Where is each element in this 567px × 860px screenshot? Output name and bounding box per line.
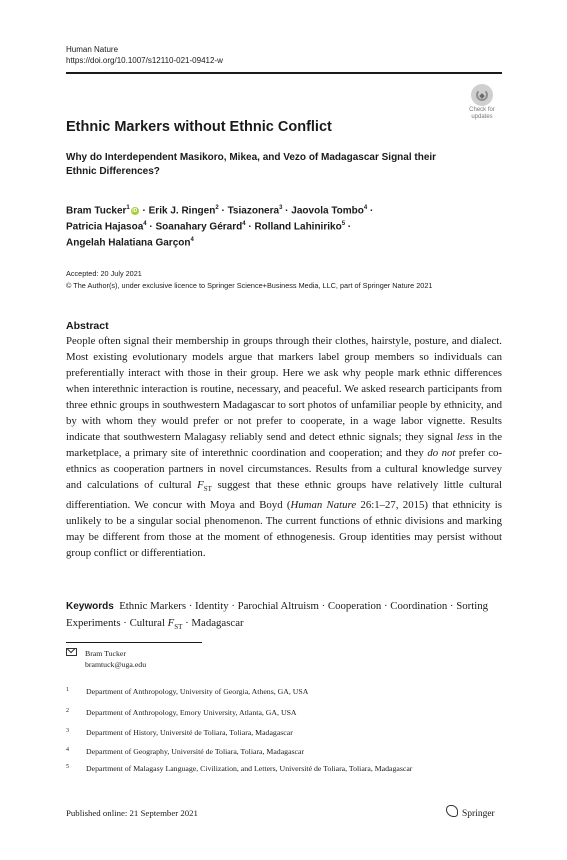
author-list: Bram Tucker$^1$iD · Erik J. Ringen$^2$ · Tsiazonera$^3$ · Jaovola Tombo$^4$ · Patricia Hajasoa$^4$ · Soanahary Gérard$^4$ · Rolland Lahiniriko$^5$ · Angelah Halatiana Garçon$^4$	[66, 205, 374, 248]
badge-line-1: Check for	[469, 107, 495, 113]
author-affiliation: 4	[190, 236, 194, 243]
author-affiliation: 1	[126, 205, 130, 211]
author-affiliation: 4	[242, 220, 246, 227]
abstract-body: People often signal their membership in groups through their clothes, hairstyle, posture, and dialect. Most existing evolutionary models argue that markers label group members so individuals can preferentially interact with those in their group. Here we ask why people mark ethnic differences when interethnic interaction is routine, necessary, and peaceful. We asked research participants from three ethnic groups in southwestern Madagascar to sort photos of unfamiliar people by ethnicity, and by with whom they would prefer or not prefer to cooperate, in a wage labor vignette. Results indicate that southwestern Malagasy reliably send and detect ethnic signals; they signal less in the marketplace, a primary site of interethnic coordination and cooperation; and they do not prefer co-ethnics as cooperation partners in novel circumstances. Results from a cultural knowledge survey and calculations of cultural $F_{ST}$ suggest that these ethnic groups have relatively little cultural differentiation. We concur with Moya and Boyd (Human Nature 26:1–27, 2015) that ethnicity is unlikely to be a singular social phenomenon. The current functions of ethnic divisions and marking may be different from those at the moment of ethnogenesis. Group identities may persist without group conflict or differentiation.	[66, 335, 502, 560]
author-name[interactable]: Jaovola Tombo	[291, 205, 364, 217]
affiliation-item: 1 Department of Anthropology, University of Georgia, Athens, GA, USA	[66, 687, 309, 696]
author-name[interactable]: Erik J. Ringen	[148, 205, 216, 217]
envelope-icon	[66, 648, 77, 656]
affiliation-item: 5 Department of Malagasy Language, Civilization, and Letters, Université de Toliara, Toliara, Madagascar	[66, 764, 413, 773]
author-affiliation: 5	[341, 220, 346, 227]
email-link[interactable]: bramtuck@uga.edu	[85, 660, 147, 669]
author-affiliation: 2	[215, 205, 219, 211]
orcid-icon[interactable]: iD	[132, 208, 138, 215]
keywords-label: Keywords	[66, 601, 114, 612]
author-affiliation: 3	[279, 205, 283, 211]
keywords: Keywords Ethnic Markers · Identity · Parochial Altruism · Cooperation · Coordination · Sorting Experiments · Cultural $F_{ST}$ · Madagascar	[66, 600, 489, 632]
corresponding-name: Bram Tucker	[85, 649, 126, 658]
author-name[interactable]: Bram Tucker	[66, 205, 127, 217]
affiliation-item: 2 Department of Anthropology, Emory University, Atlanta, GA, USA	[66, 708, 297, 717]
abstract-heading: Abstract	[66, 320, 109, 332]
affiliation-item: 4 Department of Geography, Université de Toliara, Toliara, Madagascar	[66, 747, 305, 756]
author-name[interactable]: Rolland Lahiniriko	[254, 221, 342, 233]
publication-dates	[66, 268, 506, 292]
badge-line-2: updates	[471, 114, 493, 120]
author-affiliation: 4	[143, 220, 147, 227]
doi-link[interactable]: https://doi.org/10.1007/s12110-021-09412-w	[66, 56, 223, 65]
author-name[interactable]: Soanahary Gérard	[155, 221, 243, 233]
check-for-updates-badge[interactable]	[462, 84, 502, 122]
published-online: Published online: 21 September 2021	[66, 808, 198, 818]
paper-title: Ethnic Markers without Ethnic Conflict	[66, 119, 332, 135]
journal-name: Human Nature	[66, 45, 119, 54]
refresh-icon	[471, 84, 493, 106]
paper-subtitle: Why do Interdependent Masikoro, Mikea, and Vezo of Madagascar Signal their Ethnic Differences?	[66, 152, 437, 177]
author-name[interactable]: Patricia Hajasoa	[66, 221, 144, 233]
springer-horse-icon	[446, 805, 458, 817]
accepted-date: Accepted: 20 July 2021	[66, 269, 142, 278]
journal-header	[66, 44, 223, 66]
affiliation-item: 3 Department of History, Université de Toliara, Toliara, Madagascar	[66, 728, 293, 737]
corresponding-author	[66, 648, 146, 670]
author-name[interactable]: Angelah Halatiana Garçon	[66, 236, 191, 248]
author-name[interactable]: Tsiazonera	[227, 205, 280, 217]
copyright-line: © The Author(s), under exclusive licence to Springer Science+Business Media, LLC, part of Springer Nature 2021	[66, 281, 433, 290]
publisher-logo: Springer	[446, 805, 495, 819]
author-affiliation: 4	[363, 205, 368, 211]
header-rule	[66, 72, 502, 74]
footnote-rule	[66, 642, 202, 643]
